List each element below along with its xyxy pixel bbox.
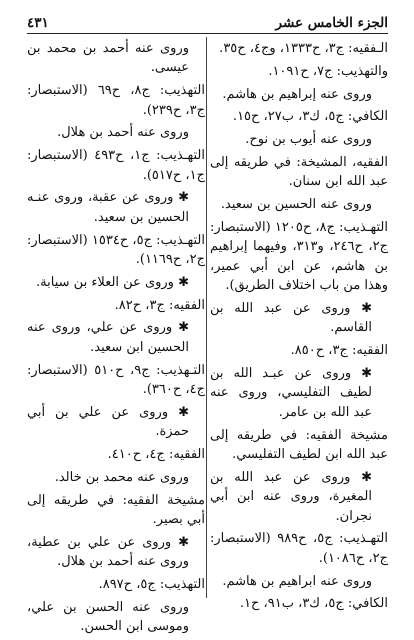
text-entry: الفقيه: ج٣، ح٨٥٠. bbox=[290, 343, 388, 359]
text-entry: مشيخة الفقيه: في طريقه إلى أبي بصير. bbox=[27, 492, 205, 528]
text-entry: الفقيه، المشيخة: في طريقه إلى عبد الله ابن سنان. bbox=[210, 154, 388, 190]
text-entry: التهـذيب: ج١، ح٤٩٣ (الاستبصار: ج١، ح٥١٧). bbox=[27, 148, 205, 183]
text-entry: وروى عنه أحمد بن هلال. bbox=[57, 125, 189, 141]
text-entry: الكافي: ج٥، ك٣، ب٢٧، ح١٥. bbox=[232, 109, 388, 125]
page-title: الجزء الخامس عشر bbox=[275, 15, 388, 31]
text-entry: الكافي: ج٥، ك٣، ب٩١، ح١. bbox=[239, 596, 388, 612]
right-column bbox=[210, 39, 388, 617]
text-entry: ✱ وروى عن العلاء بن سيابة. bbox=[36, 274, 189, 290]
text-entry: ✱ وروى عن عقبة، وروى عنـه الحسين بن سعيد. bbox=[27, 190, 189, 225]
text-entry: ✱ وروى عن عبـد الله بن لطيف التفليسي، وروى عنه عبد الله بن عامر. bbox=[210, 366, 372, 420]
text-entry: التهذيب: ج٥، ح٨٩٧. bbox=[98, 577, 205, 593]
text-entry: التهذيب: ج٨، ح٦٩ (الاستبصار: ج٣، ح٢٣٩). bbox=[27, 83, 205, 118]
text-entry: وروى عنه الحسن بن علي، وموسى ابن الحسن. bbox=[27, 599, 189, 635]
page-number: ٤٣١ bbox=[27, 15, 49, 31]
text-entry: ✱ وروى عن علي بن أبي حمزة. bbox=[27, 404, 189, 440]
page-header bbox=[27, 14, 388, 32]
text-entry: الـفقيه: ج٣، ح١٣٣٣، وج٤، ح٣٥. bbox=[219, 41, 388, 56]
text-entry: وروى عنه أحمد بن محمد بن عيسى. bbox=[27, 41, 189, 76]
text-entry: وروى عنه محمد بن خالد. bbox=[54, 469, 189, 485]
text-entry: التهـذيب: ج٥، ح١٥٣٤ (الاستبصار: ج٢، ح١١٦٩). bbox=[27, 232, 205, 268]
text-entry: مشيخة الفقيه: في طريقه إلى عبد الله ابن لطيف التفليسي. bbox=[210, 427, 388, 463]
text-entry: وروى عنه أيوب بن نوح. bbox=[245, 132, 372, 148]
text-entry: وروى عنه الحسين بن سعيد. bbox=[220, 197, 372, 213]
column-divider bbox=[206, 37, 207, 598]
text-entry: ✱ وروى عن عبد الله بن المغيرة، وروى عنه ابن أبي نجران. bbox=[210, 469, 372, 524]
text-entry: ✱ وروى عن عبد الله بن القاسم. bbox=[210, 301, 372, 336]
text-entry: وروى عنه ابراهيم بن هاشم. bbox=[222, 573, 372, 589]
text-entry: الفقيه: ج٤، ح٤١٠. bbox=[107, 447, 205, 463]
text-entry: ✱ وروى عن علي، وروى عنه الحسين ابن سعيد. bbox=[27, 320, 189, 355]
text-entry: التهـذيب: ج٥، ح٩٨٩ (الاستبصار: ج٢، ح١٠٨٦). bbox=[210, 531, 388, 566]
text-entry: الفقيه: ج٣، ح٨٢. bbox=[114, 297, 205, 313]
header-rule bbox=[27, 33, 388, 34]
text-entry: والتهذيب: ج٧، ح١٠٩١. bbox=[268, 63, 388, 79]
text-entry: وروى عنه إبراهيم بن هاشم. bbox=[222, 86, 372, 102]
text-entry: التهـذيب: ج٨، ح١٢٠٥ (الاستبصار: ج٢، ح٢٤٦، و٣١٣، وفيهما إبراهيم بن هاشم، عن ابن أبي عمير، وهذا من باب اختلاف الطريق). bbox=[210, 219, 388, 294]
text-entry: التـهذيب: ج٩، ح٥١٠ (الاستبصار: ج٤، ح٣٦٠). bbox=[27, 362, 205, 398]
text-entry: ✱ وروى عن علي بن عطية، وروى عنه أحمد بن هلال. bbox=[27, 534, 189, 570]
left-column bbox=[27, 39, 205, 640]
